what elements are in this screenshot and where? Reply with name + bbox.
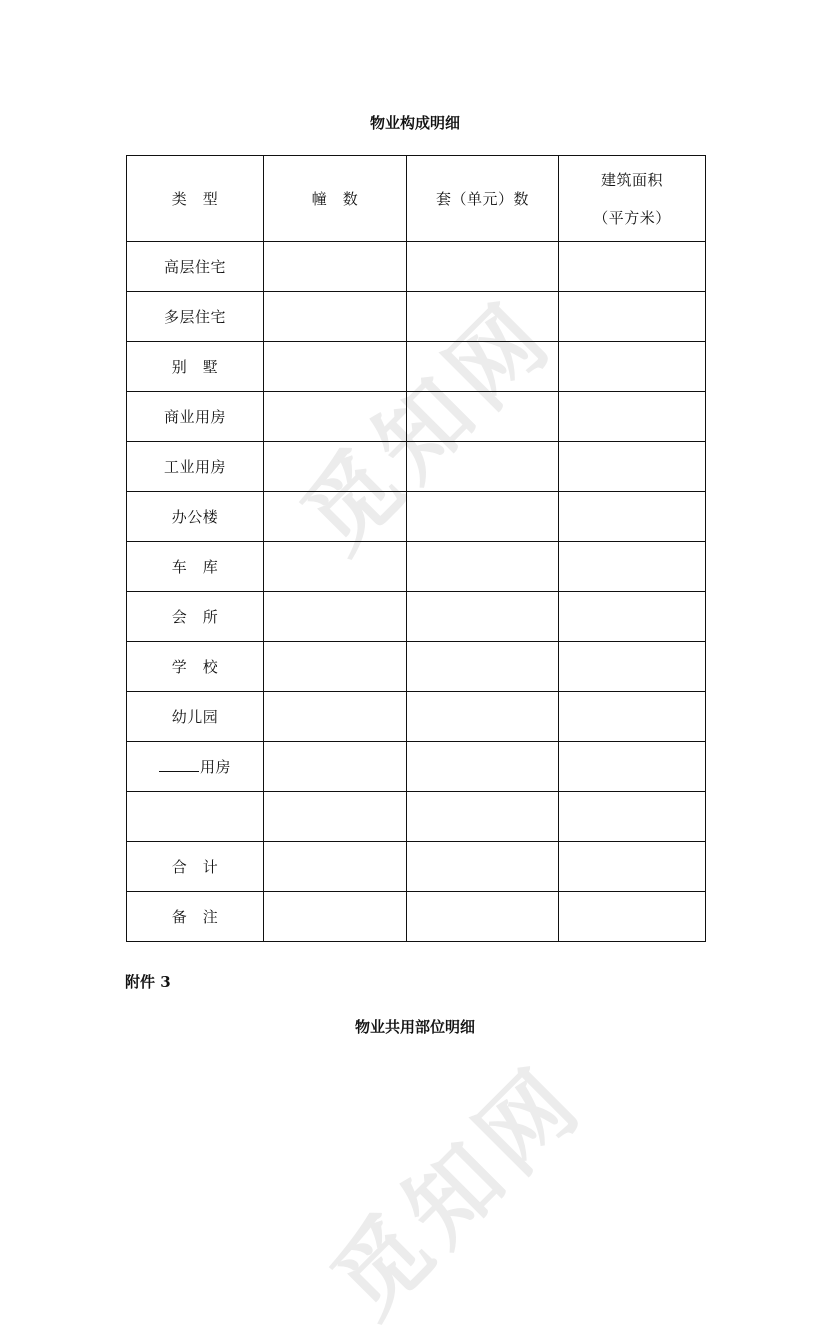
cell-units[interactable]: [407, 442, 559, 492]
table-row: [127, 692, 706, 742]
cell-units[interactable]: [407, 492, 559, 542]
cell-area[interactable]: [559, 242, 706, 292]
cell-buildings[interactable]: [264, 842, 407, 892]
row-label: 别 墅: [127, 342, 264, 392]
annex-label: 附件 3: [125, 973, 171, 991]
cell-area[interactable]: [559, 292, 706, 342]
cell-area[interactable]: [559, 542, 706, 592]
cell-buildings[interactable]: [264, 442, 407, 492]
table-row: [127, 892, 706, 942]
cell-units[interactable]: [407, 242, 559, 292]
cell-area[interactable]: [559, 392, 706, 442]
cell-units[interactable]: [407, 592, 559, 642]
cell-units[interactable]: [407, 542, 559, 592]
row-label: 办公楼: [127, 492, 264, 542]
cell-area[interactable]: [559, 892, 706, 942]
header-units: 套（单元）数: [407, 156, 559, 242]
cell-area[interactable]: [559, 342, 706, 392]
row-label: 高层住宅: [127, 242, 264, 292]
row-label: 幼儿园: [127, 692, 264, 742]
header-area-line1: 建筑面积: [600, 170, 663, 189]
row-label[interactable]: [127, 792, 264, 842]
row-label: 商业用房: [127, 392, 264, 442]
cell-units[interactable]: [407, 742, 559, 792]
table-row: [127, 642, 706, 692]
table-header-row: [127, 156, 706, 242]
cell-area[interactable]: [559, 742, 706, 792]
cell-buildings[interactable]: [264, 592, 407, 642]
table-row: [127, 792, 706, 842]
header-area-line2: （平方米）: [593, 208, 671, 227]
header-type: 类 型: [127, 156, 264, 242]
table-row: [127, 492, 706, 542]
row-label: 学 校: [127, 642, 264, 692]
cell-units[interactable]: [407, 642, 559, 692]
cell-buildings[interactable]: [264, 342, 407, 392]
table-row: [127, 542, 706, 592]
cell-units[interactable]: [407, 342, 559, 392]
row-label: 合 计: [127, 842, 264, 892]
cell-buildings[interactable]: [264, 242, 407, 292]
property-composition-table: [126, 155, 706, 942]
cell-area[interactable]: [559, 792, 706, 842]
header-buildings: 幢 数: [264, 156, 407, 242]
cell-area[interactable]: [559, 492, 706, 542]
cell-buildings[interactable]: [264, 542, 407, 592]
row-label: 车 库: [127, 542, 264, 592]
fill-in-blank[interactable]: [159, 757, 199, 772]
table-row: [127, 842, 706, 892]
cell-area[interactable]: [559, 592, 706, 642]
cell-units[interactable]: [407, 842, 559, 892]
cell-area[interactable]: [559, 642, 706, 692]
row-label: 工业用房: [127, 442, 264, 492]
cell-units[interactable]: [407, 892, 559, 942]
cell-units[interactable]: [407, 692, 559, 742]
table-row: [127, 342, 706, 392]
table-row: [127, 292, 706, 342]
cell-area[interactable]: [559, 442, 706, 492]
table-row: [127, 442, 706, 492]
watermark: 觅知网: [282, 280, 575, 573]
cell-buildings[interactable]: [264, 392, 407, 442]
row-label: 多层住宅: [127, 292, 264, 342]
cell-units[interactable]: [407, 792, 559, 842]
row-label: 备 注: [127, 892, 264, 942]
cell-buildings[interactable]: [264, 892, 407, 942]
cell-buildings[interactable]: [264, 492, 407, 542]
watermark: 觅知网: [312, 1045, 605, 1338]
cell-units[interactable]: [407, 392, 559, 442]
cell-buildings[interactable]: [264, 742, 407, 792]
page-title: 物业构成明细: [369, 114, 460, 132]
row-label: 会 所: [127, 592, 264, 642]
row-label-suffix: 用房: [199, 758, 231, 776]
cell-buildings[interactable]: [264, 292, 407, 342]
table-row: [127, 742, 706, 792]
table-row: [127, 392, 706, 442]
row-label-with-blank: [127, 742, 264, 792]
table-row: [127, 242, 706, 292]
table-row: [127, 592, 706, 642]
section-subtitle: 物业共用部位明细: [354, 1018, 475, 1036]
cell-buildings[interactable]: [264, 692, 407, 742]
cell-buildings[interactable]: [264, 642, 407, 692]
cell-area[interactable]: [559, 692, 706, 742]
cell-units[interactable]: [407, 292, 559, 342]
header-area: [559, 156, 706, 242]
cell-area[interactable]: [559, 842, 706, 892]
cell-buildings[interactable]: [264, 792, 407, 842]
